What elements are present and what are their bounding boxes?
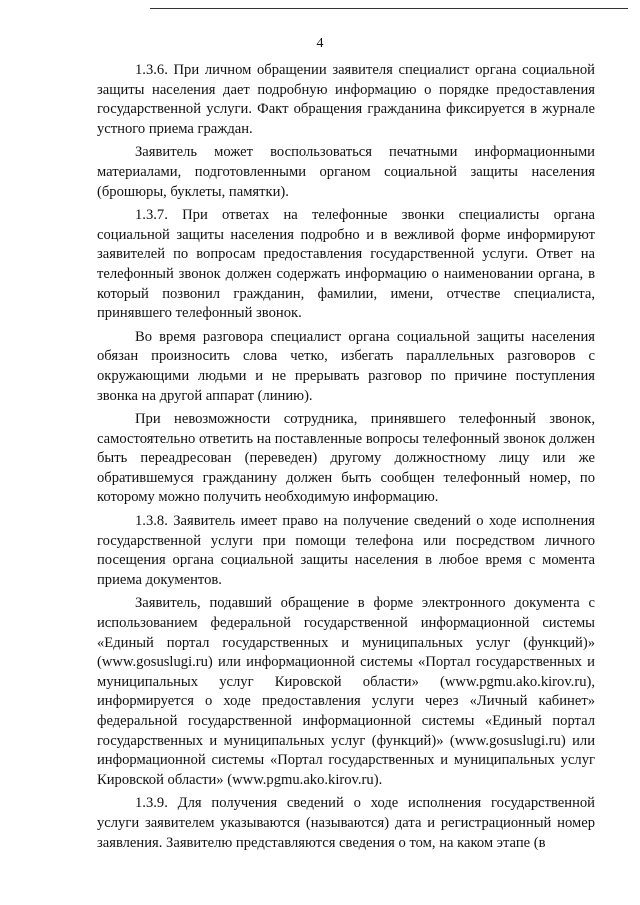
page-number: 4 — [316, 36, 324, 51]
paragraph-1-3-9: 1.3.9. Для получения сведений о ходе исполнения государственной услуги заявителем указываются (называются) дата и регистрационный номер заявления. Заявителю представляются сведения о том, на каком этапе (в — [97, 795, 595, 851]
document-body — [97, 61, 595, 857]
paragraph-materials: Заявитель может воспользоваться печатными информационными материалами, подготовленными органом социальной защиты населения (брошюры, буклеты, памятки). — [97, 144, 595, 200]
paragraph-electronic: Заявитель, подавший обращение в форме электронного документа с использованием федеральной государственной информационной системы «Единый портал государственных и муниципальных услуг (функций)» (www.gosuslugi.ru) или информационной системы «Портал государственных и муниципальных услуг Кировской области» (www.pgmu.ako.kirov.ru), информируется о ходе предоставления услуги через «Личный кабинет» федеральной государственной информационной системы «Единый портал государственных и муниципальных услуг (функций)» (www.gosuslugi.ru) или информационной системы «Портал государственных и муниципальных услуг Кировской области» (www.pgmu.ako.kirov.ru). — [97, 595, 595, 788]
paragraph-1-3-7: 1.3.7. При ответах на телефонные звонки специалисты органа социальной защиты населения подробно и в вежливой форме информируют заявителей по вопросам предоставления государственной услуги. Ответ на телефонный звонок должен содержать информацию о наименовании органа, в который позвонил гражданин, фамилии, имени, отчестве специалиста, принявшего телефонный звонок. — [97, 207, 595, 322]
paragraph-1-3-6: 1.3.6. При личном обращении заявителя специалист органа социальной защиты населения дает подробную информацию о порядке предоставления государственной услуги. Факт обращения гражданина фиксируется в журнале устного приема граждан. — [97, 62, 595, 137]
paragraph-conversation: Во время разговора специалист органа социальной защиты населения обязан произносить слова четко, избегать параллельных разговоров с окружающими людьми и не прерывать разговор по причине поступления звонка на другой аппарат (линию). — [97, 328, 595, 404]
paragraph-redirect: При невозможности сотрудника, принявшего телефонный звонок, самостоятельно ответить на поставленные вопросы телефонный звонок должен быть переадресован (переведен) другому должностному лицу или же обратившемуся гражданину должен быть сообщен телефонный номер, по которому можно получить необходимую информацию. — [97, 411, 595, 506]
paragraph-1-3-8: 1.3.8. Заявитель имеет право на получение сведений о ходе исполнения государственной услуги при помощи телефона или посредством личного посещения органа социальной защиты населения в любое время с момента приема документов. — [97, 513, 595, 588]
top-rule — [150, 8, 628, 9]
